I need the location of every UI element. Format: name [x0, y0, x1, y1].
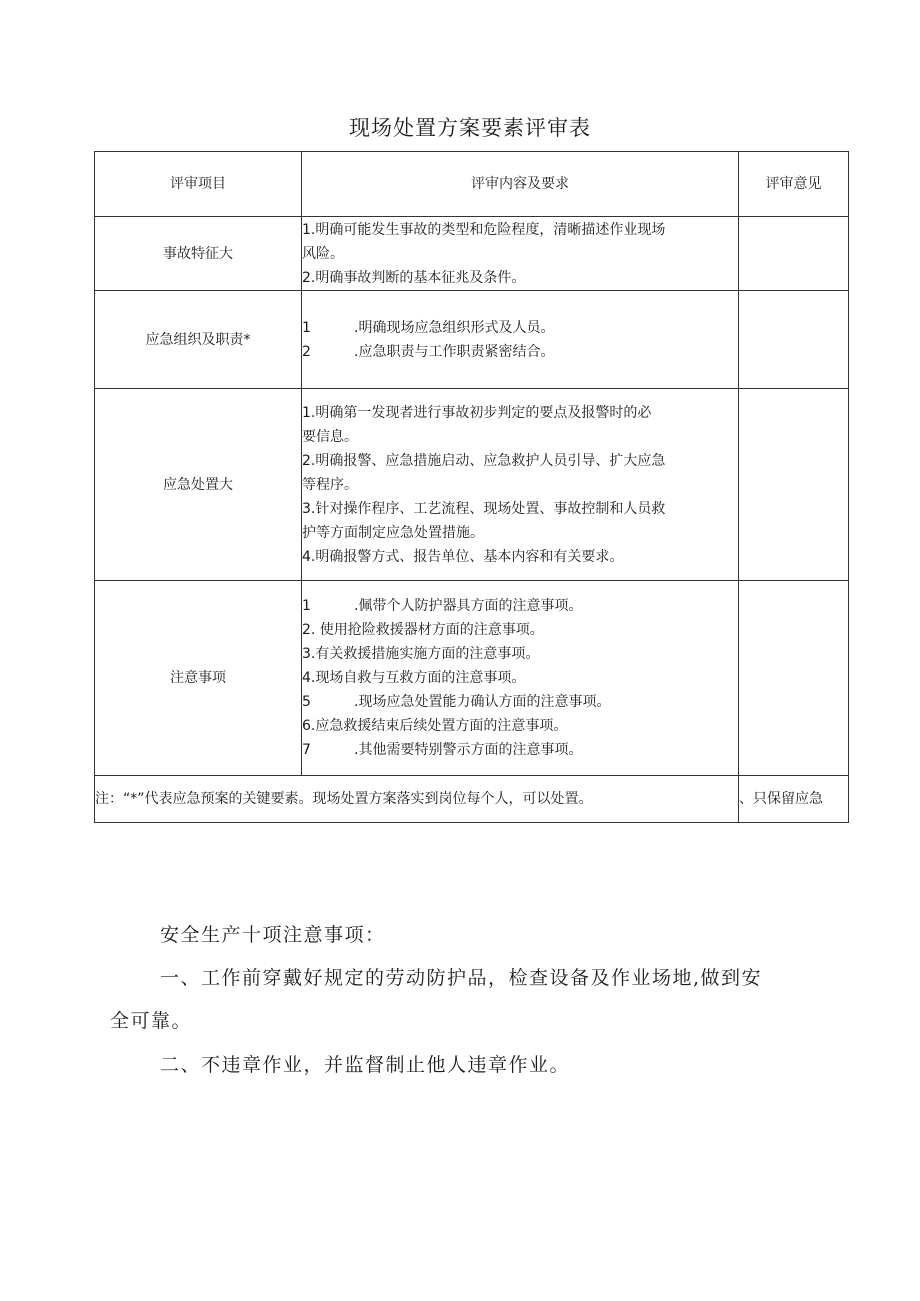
item-text: .明确现场应急组织形式及人员。 [354, 319, 555, 336]
item-text: .佩带个人防护器具方面的注意事项。 [354, 598, 583, 614]
row-item-label: 事故特征大 [95, 217, 302, 291]
row-content [302, 581, 739, 776]
table-header-row [95, 152, 849, 217]
row-item-label: 应急组织及职责* [95, 291, 302, 389]
header-content: 评审内容及要求 [302, 152, 739, 217]
item-number: 5 [302, 694, 311, 710]
content-line: 1.明确第一发现者进行事故初步判定的要点及报警时的必 [302, 404, 652, 421]
row-content [302, 217, 739, 291]
content-line: 3.有关救援措施实施方面的注意事项。 [302, 646, 540, 662]
row-opinion-cell[interactable] [739, 217, 849, 291]
content-line: 护等方面制定应急处置措施。 [302, 524, 484, 541]
row-opinion-cell[interactable] [739, 389, 849, 581]
content-line: 6.应急救援结束后续处置方面的注意事项。 [302, 718, 568, 734]
content-line: 3.针对操作程序、工艺流程、现场处置、事故控制和人员救 [302, 500, 666, 517]
row-item-label: 注意事项 [95, 581, 302, 776]
content-line: 2.明确事故判断的基本征兆及条件。 [302, 269, 526, 286]
table-row [95, 389, 849, 581]
safety-item-two: 二、不违章作业，并监督制止他人违章作业。 [160, 1054, 571, 1076]
content-line: 要信息。 [302, 428, 358, 445]
header-opinion: 评审意见 [739, 152, 849, 217]
header-item: 评审项目 [95, 152, 302, 217]
content-line: 1.明确可能发生事故的类型和危险程度，清晰描述作业现场 [302, 221, 666, 238]
row-item-label: 应急处置大 [95, 389, 302, 581]
item-text: .现场应急处置能力确认方面的注意事项。 [354, 694, 611, 710]
content-line [302, 738, 738, 762]
row-opinion-cell[interactable] [739, 581, 849, 776]
document-title: 现场处置方案要素评审表 [349, 116, 591, 140]
safety-item-one-line: 一、工作前穿戴好规定的劳动防护品，检查设备及作业场地,做到安 [160, 967, 763, 989]
table-row [95, 217, 849, 291]
content-line [302, 340, 738, 364]
table-row [95, 291, 849, 389]
safety-item-one-line: 全可靠。 [110, 1010, 193, 1032]
table-note-continued: 、只保留应急 [739, 776, 849, 823]
review-table [94, 151, 849, 823]
item-number: 7 [302, 742, 311, 758]
item-number: 1 [302, 598, 311, 614]
table-note: 注：“*”代表应急预案的关键要素。现场处置方案落实到岗位每个人，可以处置。 [95, 776, 739, 823]
item-text: .其他需要特别警示方面的注意事项。 [354, 742, 583, 758]
content-line: 等程序。 [302, 476, 358, 493]
table-note-row [95, 776, 849, 823]
content-line [302, 690, 738, 714]
content-line: 4.现场自救与互救方面的注意事项。 [302, 670, 526, 686]
safety-heading: 安全生产十项注意事项： [160, 924, 386, 946]
row-opinion-cell[interactable] [739, 291, 849, 389]
content-line [302, 594, 738, 618]
safety-item-one [110, 957, 850, 1043]
item-text: .应急职责与工作职责紧密结合。 [354, 343, 555, 360]
item-number: 2 [302, 343, 311, 360]
content-line: 2. 使用抢险救援器材方面的注意事项。 [302, 622, 544, 638]
item-number: 1 [302, 319, 311, 336]
content-line: 2.明确报警、应急措施启动、应急救护人员引导、扩大应急 [302, 452, 666, 469]
row-content [302, 389, 739, 581]
content-line: 风险。 [302, 245, 344, 262]
row-content [302, 291, 739, 389]
table-row [95, 581, 849, 776]
content-line [302, 316, 738, 340]
content-line: 4.明确报警方式、报告单位、基本内容和有关要求。 [302, 548, 624, 565]
